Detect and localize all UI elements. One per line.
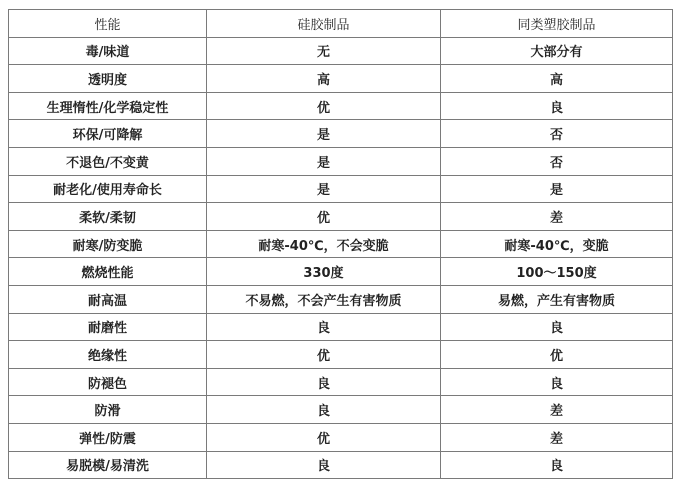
table-row	[9, 120, 673, 148]
silicone-cell: 是	[207, 120, 441, 148]
property-cell: 环保/可降解	[9, 120, 207, 148]
silicone-cell: 耐寒-40℃，不会变脆	[207, 230, 441, 258]
property-cell: 防褪色	[9, 368, 207, 396]
header-property: 性能	[9, 10, 207, 38]
property-cell: 弹性/防震	[9, 423, 207, 451]
plastic-cell: 良	[441, 313, 673, 341]
plastic-cell: 差	[441, 423, 673, 451]
plastic-cell: 良	[441, 451, 673, 479]
property-cell: 柔软/柔韧	[9, 203, 207, 231]
comparison-table	[8, 9, 673, 479]
plastic-cell: 易燃，产生有害物质	[441, 285, 673, 313]
table-row	[9, 147, 673, 175]
silicone-cell: 优	[207, 203, 441, 231]
silicone-cell: 优	[207, 423, 441, 451]
property-cell: 易脱模/易清洗	[9, 451, 207, 479]
silicone-cell: 不易燃，不会产生有害物质	[207, 285, 441, 313]
header-plastic: 同类塑胶制品	[441, 10, 673, 38]
plastic-cell: 良	[441, 92, 673, 120]
property-cell: 绝缘性	[9, 341, 207, 369]
table-row	[9, 451, 673, 479]
silicone-cell: 良	[207, 368, 441, 396]
plastic-cell: 差	[441, 396, 673, 424]
property-cell: 防滑	[9, 396, 207, 424]
header-silicone: 硅胶制品	[207, 10, 441, 38]
plastic-cell: 优	[441, 341, 673, 369]
silicone-cell: 是	[207, 147, 441, 175]
property-cell: 耐寒/防变脆	[9, 230, 207, 258]
plastic-cell: 大部分有	[441, 37, 673, 65]
property-cell: 毒/味道	[9, 37, 207, 65]
plastic-cell: 100～150度	[441, 258, 673, 286]
table-row	[9, 230, 673, 258]
table-row	[9, 423, 673, 451]
table-row	[9, 37, 673, 65]
silicone-cell: 高	[207, 65, 441, 93]
table-row	[9, 285, 673, 313]
table-row	[9, 175, 673, 203]
table-row	[9, 341, 673, 369]
silicone-cell: 良	[207, 396, 441, 424]
property-cell: 耐高温	[9, 285, 207, 313]
silicone-cell: 良	[207, 451, 441, 479]
table-row	[9, 313, 673, 341]
plastic-cell: 高	[441, 65, 673, 93]
plastic-cell: 良	[441, 368, 673, 396]
property-cell: 耐磨性	[9, 313, 207, 341]
table-row	[9, 65, 673, 93]
table-header-row	[9, 10, 673, 38]
plastic-cell: 是	[441, 175, 673, 203]
property-cell: 透明度	[9, 65, 207, 93]
table-row	[9, 92, 673, 120]
table-row	[9, 203, 673, 231]
table-row	[9, 368, 673, 396]
property-cell: 生理惰性/化学稳定性	[9, 92, 207, 120]
property-cell: 燃烧性能	[9, 258, 207, 286]
plastic-cell: 差	[441, 203, 673, 231]
comparison-table-container	[8, 9, 672, 479]
silicone-cell: 良	[207, 313, 441, 341]
silicone-cell: 优	[207, 92, 441, 120]
silicone-cell: 无	[207, 37, 441, 65]
property-cell: 不退色/不变黄	[9, 147, 207, 175]
plastic-cell: 否	[441, 120, 673, 148]
silicone-cell: 是	[207, 175, 441, 203]
plastic-cell: 否	[441, 147, 673, 175]
table-row	[9, 396, 673, 424]
silicone-cell: 优	[207, 341, 441, 369]
plastic-cell: 耐寒-40℃，变脆	[441, 230, 673, 258]
silicone-cell: 330度	[207, 258, 441, 286]
property-cell: 耐老化/使用寿命长	[9, 175, 207, 203]
table-row	[9, 258, 673, 286]
